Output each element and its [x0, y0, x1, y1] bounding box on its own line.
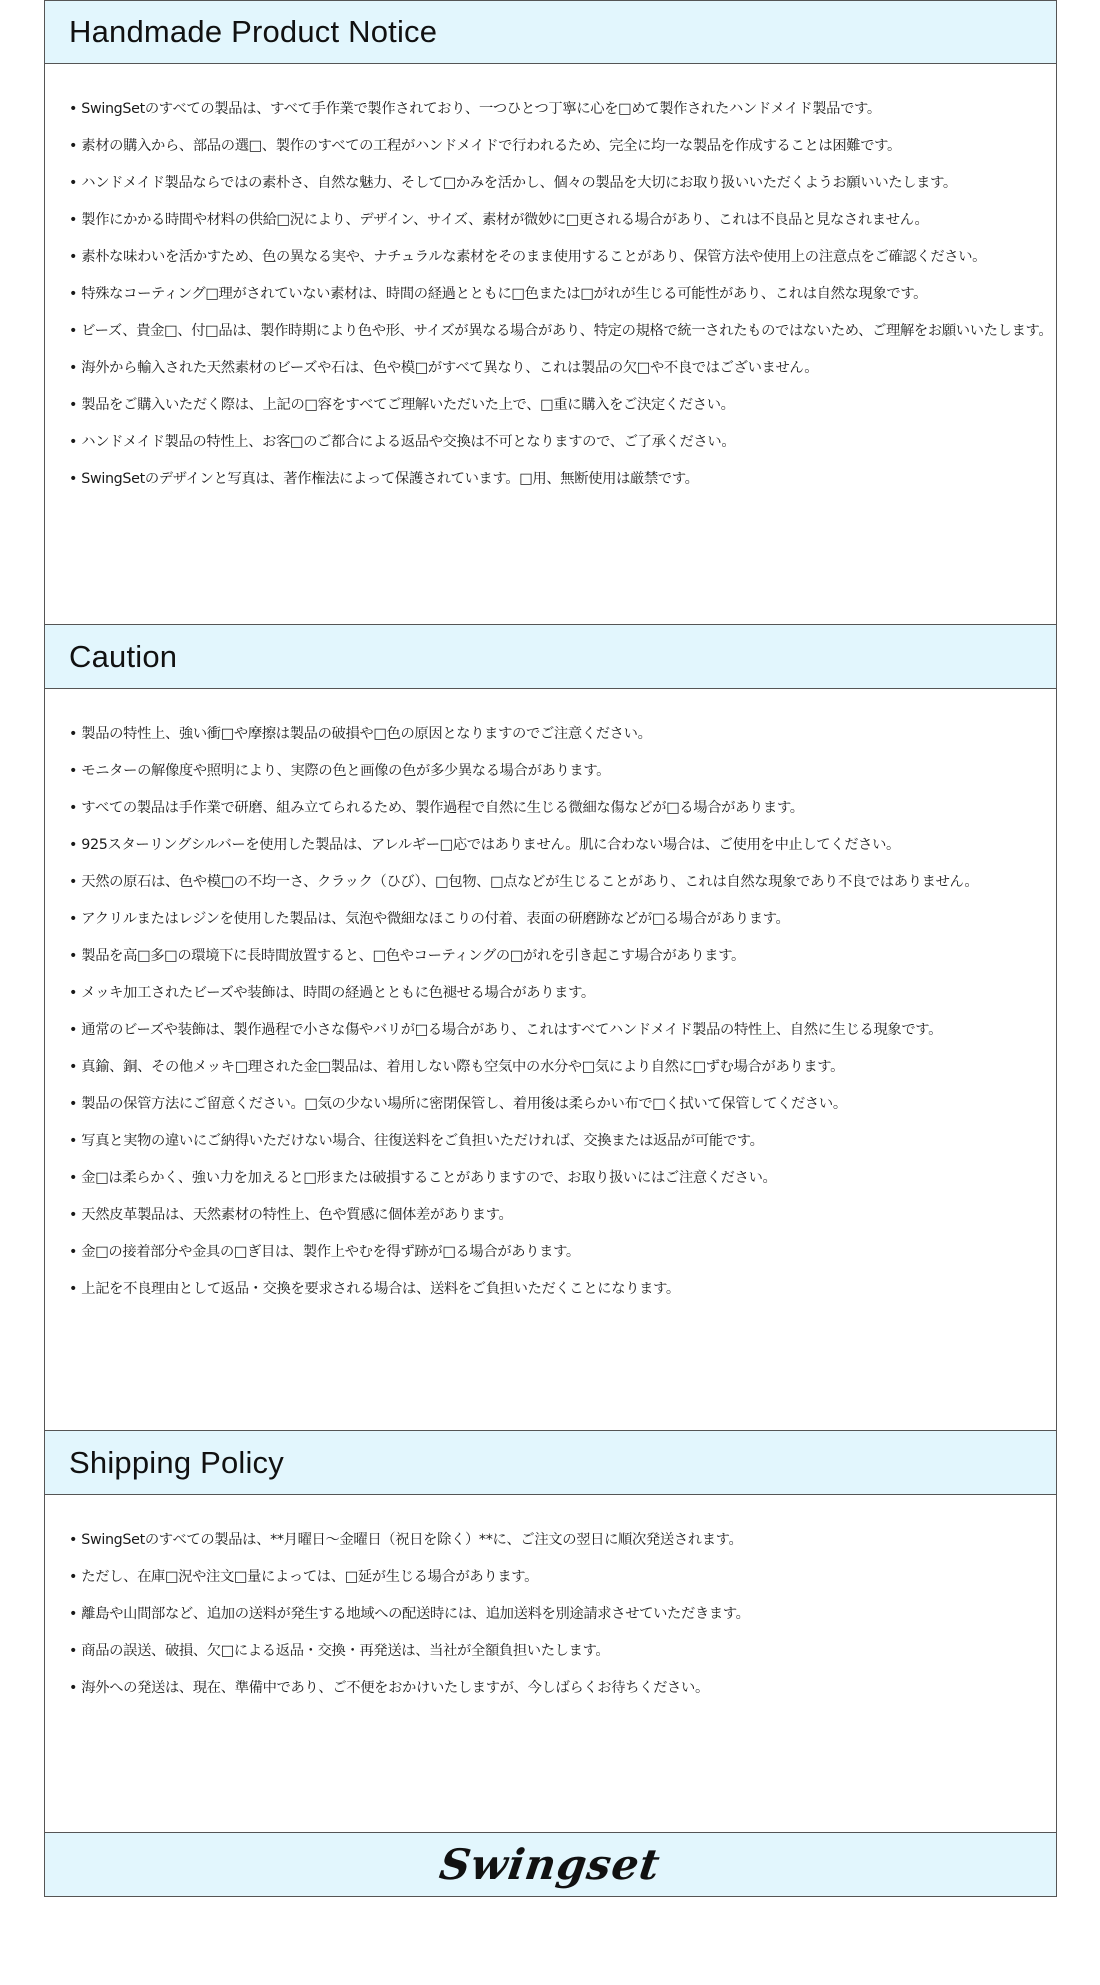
list-item: • 製品の特性上、強い衝□や摩擦は製品の破損や□色の原因となりますのでご注意ください。 — [69, 716, 1056, 753]
list-item: • 海外から輸入された天然素材のビーズや石は、色や模□がすべて異なり、これは製品の欠□や不良ではございません。 — [69, 350, 1056, 387]
list-item: • 真鍮、銅、その他メッキ□理された金□製品は、着用しない際も空気中の水分や□気により自然に□ずむ場合があります。 — [69, 1049, 1056, 1086]
shipping-policy-section — [45, 1430, 1056, 1832]
list-item: • SwingSetのすべての製品は、すべて手作業で製作されており、一つひとつ丁寧に心を□めて製作されたハンドメイド製品です。 — [69, 91, 1056, 128]
list-item: • 商品の誤送、破損、欠□による返品・交換・再発送は、当社が全額負担いたします。 — [69, 1633, 1056, 1670]
list-item: • 天然皮革製品は、天然素材の特性上、色や質感に個体差があります。 — [69, 1197, 1056, 1234]
section-header — [45, 0, 1056, 64]
caution-list — [69, 716, 1056, 1308]
list-item: • 上記を不良理由として返品・交換を要求される場合は、送料をご負担いただくことになります。 — [69, 1271, 1056, 1308]
list-item: • ビーズ、貴金□、付□品は、製作時期により色や形、サイズが異なる場合があり、特定の規格で統一されたものではないため、ご理解をお願いいたします。 — [69, 313, 1056, 350]
list-item: • 写真と実物の違いにご納得いただけない場合、往復送料をご負担いただければ、交換または返品が可能です。 — [69, 1123, 1056, 1160]
footer-banner — [45, 1832, 1056, 1896]
shipping-list — [69, 1522, 1056, 1707]
notice-list — [69, 91, 1056, 498]
list-item: • 製品の保管方法にご留意ください。□気の少ない場所に密閉保管し、着用後は柔らかい布で□く拭いて保管してください。 — [69, 1086, 1056, 1123]
section-body — [45, 64, 1056, 498]
list-item: • 通常のビーズや装飾は、製作過程で小さな傷やバリが□る場合があり、これはすべてハンドメイド製品の特性上、自然に生じる現象です。 — [69, 1012, 1056, 1049]
list-item: • 製品をご購入いただく際は、上記の□容をすべてご理解いただいた上で、□重に購入をご決定ください。 — [69, 387, 1056, 424]
section-body — [45, 689, 1056, 1308]
list-item: • 素材の購入から、部品の選□、製作のすべての工程がハンドメイドで行われるため、完全に均一な製品を作成することは困難です。 — [69, 128, 1056, 165]
notice-page — [44, 0, 1057, 1897]
list-item: • メッキ加工されたビーズや装飾は、時間の経過とともに色褪せる場合があります。 — [69, 975, 1056, 1012]
section-header — [45, 625, 1056, 689]
list-item: • 製品を高□多□の環境下に長時間放置すると、□色やコーティングの□がれを引き起こす場合があります。 — [69, 938, 1056, 975]
brand-logo: Swingset — [436, 1840, 665, 1889]
list-item: • ハンドメイド製品の特性上、お客□のご都合による返品や交換は不可となりますので、ご了承ください。 — [69, 424, 1056, 461]
list-item: • 海外への発送は、現在、準備中であり、ご不便をおかけいたしますが、今しばらくお待ちください。 — [69, 1670, 1056, 1707]
list-item: • すべての製品は手作業で研磨、組み立てられるため、製作過程で自然に生じる微細な傷などが□る場合があります。 — [69, 790, 1056, 827]
caution-section — [45, 624, 1056, 1430]
list-item: • 離島や山間部など、追加の送料が発生する地域への配送時には、追加送料を別途請求させていただきます。 — [69, 1596, 1056, 1633]
list-item: • 天然の原石は、色や模□の不均一さ、クラック（ひび）、□包物、□点などが生じることがあり、これは自然な現象であり不良ではありません。 — [69, 864, 1056, 901]
handmade-notice-section — [45, 0, 1056, 624]
list-item: • 925スターリングシルバーを使用した製品は、アレルギー□応ではありません。肌に合わない場合は、ご使用を中止してください。 — [69, 827, 1056, 864]
list-item: • アクリルまたはレジンを使用した製品は、気泡や微細なほこりの付着、表面の研磨跡などが□る場合があります。 — [69, 901, 1056, 938]
list-item: • SwingSetのデザインと写真は、著作権法によって保護されています。□用、無断使用は厳禁です。 — [69, 461, 1056, 498]
list-item: • 素朴な味わいを活かすため、色の異なる実や、ナチュラルな素材をそのまま使用することがあり、保管方法や使用上の注意点をご確認ください。 — [69, 239, 1056, 276]
section-title: Handmade Product Notice — [69, 14, 438, 49]
section-body — [45, 1495, 1056, 1707]
list-item: • 特殊なコーティング□理がされていない素材は、時間の経過とともに□色または□がれが生じる可能性があり、これは自然な現象です。 — [69, 276, 1056, 313]
section-title: Shipping Policy — [69, 1444, 284, 1480]
list-item: • ハンドメイド製品ならではの素朴さ、自然な魅力、そして□かみを活かし、個々の製品を大切にお取り扱いいただくようお願いいたします。 — [69, 165, 1056, 202]
list-item: • モニターの解像度や照明により、実際の色と画像の色が多少異なる場合があります。 — [69, 753, 1056, 790]
section-title: Caution — [69, 638, 178, 674]
list-item: • ただし、在庫□況や注文□量によっては、□延が生じる場合があります。 — [69, 1559, 1056, 1596]
list-item: • 金□は柔らかく、強い力を加えると□形または破損することがありますので、お取り扱いにはご注意ください。 — [69, 1160, 1056, 1197]
section-header — [45, 1431, 1056, 1495]
list-item: • 金□の接着部分や金具の□ぎ目は、製作上やむを得ず跡が□る場合があります。 — [69, 1234, 1056, 1271]
list-item: • 製作にかかる時間や材料の供給□況により、デザイン、サイズ、素材が微妙に□更される場合があり、これは不良品と見なされません。 — [69, 202, 1056, 239]
list-item: • SwingSetのすべての製品は、**月曜日～金曜日（祝日を除く）**に、ご注文の翌日に順次発送されます。 — [69, 1522, 1056, 1559]
